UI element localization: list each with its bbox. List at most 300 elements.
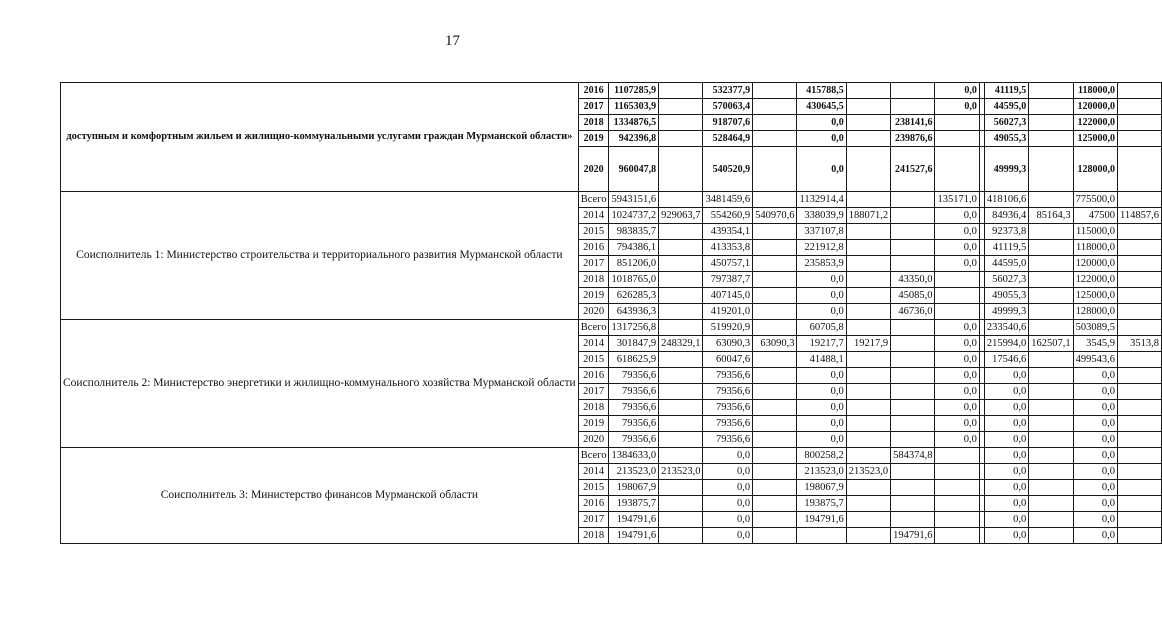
value-cell	[659, 272, 703, 288]
value-cell	[846, 147, 890, 192]
year-cell: 2020	[578, 147, 609, 192]
value-cell	[753, 480, 797, 496]
value-cell	[1029, 400, 1073, 416]
value-cell: 79356,6	[609, 416, 659, 432]
value-cell	[753, 352, 797, 368]
value-cell: 0,0	[703, 496, 753, 512]
value-cell: 56027,3	[984, 272, 1028, 288]
value-cell: 0,0	[1073, 512, 1117, 528]
value-cell	[1117, 384, 1161, 400]
value-cell	[1117, 496, 1161, 512]
year-cell: 2019	[578, 416, 609, 432]
year-cell: 2017	[578, 256, 609, 272]
value-cell	[753, 224, 797, 240]
value-cell: 122000,0	[1073, 272, 1117, 288]
value-cell	[659, 496, 703, 512]
value-cell: 0,0	[797, 400, 846, 416]
value-cell: 301847,9	[609, 336, 659, 352]
year-cell: 2017	[578, 99, 609, 115]
value-cell	[1029, 304, 1073, 320]
value-cell	[935, 480, 979, 496]
value-cell	[891, 320, 935, 336]
value-cell	[1117, 448, 1161, 464]
value-cell	[935, 448, 979, 464]
value-cell	[891, 496, 935, 512]
value-cell: 3513,8	[1117, 336, 1161, 352]
value-cell: 193875,7	[797, 496, 846, 512]
value-cell	[846, 480, 890, 496]
value-cell	[891, 512, 935, 528]
value-cell	[1117, 432, 1161, 448]
value-cell: 41488,1	[797, 352, 846, 368]
value-cell: 0,0	[984, 480, 1028, 496]
value-cell	[891, 352, 935, 368]
value-cell	[753, 320, 797, 336]
table-row	[61, 320, 1162, 336]
value-cell: 540970,6	[753, 208, 797, 224]
value-cell: 960047,8	[609, 147, 659, 192]
value-cell: 213523,0	[659, 464, 703, 480]
value-cell: 194791,6	[609, 512, 659, 528]
value-cell	[891, 224, 935, 240]
year-cell: 2020	[578, 304, 609, 320]
value-cell: 0,0	[703, 528, 753, 544]
value-cell: 618625,9	[609, 352, 659, 368]
value-cell	[891, 432, 935, 448]
value-cell	[659, 83, 703, 99]
value-cell: 0,0	[935, 336, 979, 352]
value-cell: 0,0	[797, 432, 846, 448]
value-cell	[1117, 480, 1161, 496]
value-cell: 0,0	[797, 416, 846, 432]
value-cell	[1117, 224, 1161, 240]
year-cell: 2016	[578, 496, 609, 512]
value-cell	[1117, 256, 1161, 272]
value-cell	[1029, 99, 1073, 115]
value-cell: 118000,0	[1073, 83, 1117, 99]
value-cell	[1117, 115, 1161, 131]
value-cell	[1029, 480, 1073, 496]
value-cell	[846, 304, 890, 320]
value-cell	[846, 131, 890, 147]
value-cell	[846, 432, 890, 448]
value-cell	[846, 528, 890, 544]
value-cell: 0,0	[703, 448, 753, 464]
value-cell: 235853,9	[797, 256, 846, 272]
value-cell: 49055,3	[984, 131, 1028, 147]
value-cell	[753, 512, 797, 528]
value-cell	[753, 288, 797, 304]
value-cell: 46736,0	[891, 304, 935, 320]
value-cell: 79356,6	[609, 368, 659, 384]
value-cell	[1029, 448, 1073, 464]
value-cell: 213523,0	[846, 464, 890, 480]
value-cell: 162507,1	[1029, 336, 1073, 352]
value-cell: 198067,9	[609, 480, 659, 496]
value-cell: 584374,8	[891, 448, 935, 464]
value-cell	[1117, 512, 1161, 528]
value-cell: 194791,6	[609, 528, 659, 544]
value-cell: 439354,1	[703, 224, 753, 240]
value-cell: 0,0	[935, 320, 979, 336]
value-cell	[753, 368, 797, 384]
value-cell: 215994,0	[984, 336, 1028, 352]
value-cell: 0,0	[935, 368, 979, 384]
value-cell	[1029, 352, 1073, 368]
value-cell: 60705,8	[797, 320, 846, 336]
value-cell: 519920,9	[703, 320, 753, 336]
value-cell: 17546,6	[984, 352, 1028, 368]
value-cell: 570063,4	[703, 99, 753, 115]
value-cell: 120000,0	[1073, 256, 1117, 272]
value-cell	[935, 115, 979, 131]
value-cell: 0,0	[984, 400, 1028, 416]
value-cell: 0,0	[1073, 464, 1117, 480]
value-cell	[1117, 240, 1161, 256]
value-cell: 43350,0	[891, 272, 935, 288]
value-cell	[935, 512, 979, 528]
value-cell: 49999,3	[984, 304, 1028, 320]
value-cell: 128000,0	[1073, 304, 1117, 320]
value-cell: 79356,6	[609, 400, 659, 416]
value-cell	[659, 448, 703, 464]
value-cell: 0,0	[935, 224, 979, 240]
value-cell	[935, 288, 979, 304]
year-cell: 2014	[578, 208, 609, 224]
value-cell: 3481459,6	[703, 192, 753, 208]
value-cell	[659, 147, 703, 192]
year-cell: 2019	[578, 288, 609, 304]
value-cell: 1024737,2	[609, 208, 659, 224]
year-cell: 2018	[578, 272, 609, 288]
value-cell: 0,0	[984, 464, 1028, 480]
value-cell: 626285,3	[609, 288, 659, 304]
value-cell	[891, 464, 935, 480]
value-cell	[846, 448, 890, 464]
value-cell	[1029, 528, 1073, 544]
year-cell: 2018	[578, 528, 609, 544]
value-cell: 49999,3	[984, 147, 1028, 192]
value-cell	[753, 528, 797, 544]
value-cell: 0,0	[935, 240, 979, 256]
value-cell: 115000,0	[1073, 224, 1117, 240]
value-cell	[1029, 115, 1073, 131]
value-cell: 0,0	[935, 384, 979, 400]
value-cell	[753, 83, 797, 99]
value-cell: 3545,9	[1073, 336, 1117, 352]
value-cell: 643936,3	[609, 304, 659, 320]
value-cell	[846, 512, 890, 528]
year-cell: 2016	[578, 83, 609, 99]
value-cell	[935, 464, 979, 480]
value-cell: 0,0	[797, 384, 846, 400]
value-cell: 79356,6	[703, 384, 753, 400]
value-cell	[753, 115, 797, 131]
value-cell	[659, 416, 703, 432]
value-cell	[659, 240, 703, 256]
value-cell: 233540,6	[984, 320, 1028, 336]
year-cell: 2015	[578, 352, 609, 368]
value-cell	[659, 131, 703, 147]
value-cell: 0,0	[703, 464, 753, 480]
value-cell: 56027,3	[984, 115, 1028, 131]
value-cell	[1029, 272, 1073, 288]
value-cell: 0,0	[984, 528, 1028, 544]
value-cell: 0,0	[797, 147, 846, 192]
value-cell: 1317256,8	[609, 320, 659, 336]
value-cell: 194791,6	[891, 528, 935, 544]
value-cell	[846, 256, 890, 272]
value-cell: 0,0	[1073, 528, 1117, 544]
value-cell	[753, 464, 797, 480]
value-cell: 79356,6	[609, 432, 659, 448]
value-cell: 942396,8	[609, 131, 659, 147]
value-cell: 540520,9	[703, 147, 753, 192]
value-cell	[891, 192, 935, 208]
value-cell: 241527,6	[891, 147, 935, 192]
value-cell: 0,0	[984, 496, 1028, 512]
value-cell: 1165303,9	[609, 99, 659, 115]
value-cell: 49055,3	[984, 288, 1028, 304]
value-cell: 797387,7	[703, 272, 753, 288]
value-cell: 0,0	[797, 368, 846, 384]
value-cell: 983835,7	[609, 224, 659, 240]
value-cell: 0,0	[797, 304, 846, 320]
value-cell: 532377,9	[703, 83, 753, 99]
value-cell	[1029, 240, 1073, 256]
value-cell	[935, 272, 979, 288]
value-cell	[846, 224, 890, 240]
value-cell	[659, 352, 703, 368]
value-cell	[659, 400, 703, 416]
value-cell: 122000,0	[1073, 115, 1117, 131]
year-cell: 2017	[578, 512, 609, 528]
value-cell: 0,0	[1073, 480, 1117, 496]
year-cell: Всего	[578, 192, 609, 208]
value-cell	[1029, 147, 1073, 192]
value-cell: 120000,0	[1073, 99, 1117, 115]
value-cell	[659, 115, 703, 131]
value-cell	[753, 496, 797, 512]
value-cell: 41119,5	[984, 83, 1028, 99]
executor-cell: доступным и комфортным жильем и жилищно-коммунальными услугами граждан Мурманской области»	[61, 83, 579, 192]
value-cell	[1029, 131, 1073, 147]
value-cell	[846, 99, 890, 115]
value-cell: 407145,0	[703, 288, 753, 304]
value-cell: 85164,3	[1029, 208, 1073, 224]
year-cell: Всего	[578, 448, 609, 464]
value-cell: 430645,5	[797, 99, 846, 115]
year-cell: 2018	[578, 400, 609, 416]
value-cell	[935, 304, 979, 320]
value-cell	[659, 368, 703, 384]
value-cell	[659, 480, 703, 496]
year-cell: 2015	[578, 480, 609, 496]
value-cell: 194791,6	[797, 512, 846, 528]
value-cell	[891, 480, 935, 496]
value-cell: 0,0	[935, 99, 979, 115]
value-cell: 528464,9	[703, 131, 753, 147]
value-cell: 0,0	[1073, 368, 1117, 384]
value-cell	[1029, 512, 1073, 528]
value-cell	[1029, 192, 1073, 208]
value-cell	[753, 256, 797, 272]
year-cell: Всего	[578, 320, 609, 336]
value-cell: 47500	[1073, 208, 1117, 224]
value-cell: 0,0	[1073, 400, 1117, 416]
value-cell: 41119,5	[984, 240, 1028, 256]
value-cell	[797, 528, 846, 544]
value-cell	[1117, 400, 1161, 416]
value-cell	[659, 304, 703, 320]
value-cell: 0,0	[984, 416, 1028, 432]
value-cell: 60047,6	[703, 352, 753, 368]
value-cell: 338039,9	[797, 208, 846, 224]
value-cell: 0,0	[935, 432, 979, 448]
value-cell	[891, 99, 935, 115]
value-cell	[1029, 288, 1073, 304]
value-cell: 0,0	[1073, 384, 1117, 400]
value-cell	[1029, 432, 1073, 448]
value-cell	[846, 496, 890, 512]
value-cell: 0,0	[935, 256, 979, 272]
year-cell: 2014	[578, 336, 609, 352]
value-cell: 188071,2	[846, 208, 890, 224]
value-cell	[935, 496, 979, 512]
value-cell: 0,0	[984, 448, 1028, 464]
value-cell: 125000,0	[1073, 131, 1117, 147]
value-cell	[659, 256, 703, 272]
value-cell: 5943151,6	[609, 192, 659, 208]
value-cell: 63090,3	[753, 336, 797, 352]
value-cell	[891, 336, 935, 352]
table-row	[61, 192, 1162, 208]
value-cell: 554260,9	[703, 208, 753, 224]
value-cell: 0,0	[935, 400, 979, 416]
value-cell: 1107285,9	[609, 83, 659, 99]
value-cell	[846, 240, 890, 256]
value-cell	[846, 320, 890, 336]
value-cell	[846, 352, 890, 368]
value-cell: 0,0	[935, 208, 979, 224]
value-cell: 415788,5	[797, 83, 846, 99]
value-cell	[659, 288, 703, 304]
value-cell: 1132914,4	[797, 192, 846, 208]
value-cell: 851206,0	[609, 256, 659, 272]
value-cell: 79356,6	[703, 416, 753, 432]
value-cell: 0,0	[797, 115, 846, 131]
value-cell: 125000,0	[1073, 288, 1117, 304]
value-cell: 0,0	[1073, 496, 1117, 512]
value-cell	[1117, 304, 1161, 320]
value-cell	[891, 400, 935, 416]
value-cell	[659, 320, 703, 336]
executor-cell: Соисполнитель 2: Министерство энергетики и жилищно-коммунального хозяйства Мурманской области	[61, 320, 579, 448]
value-cell	[1117, 272, 1161, 288]
value-cell: 0,0	[1073, 432, 1117, 448]
value-cell: 0,0	[1073, 448, 1117, 464]
value-cell: 44595,0	[984, 99, 1028, 115]
value-cell: 0,0	[703, 480, 753, 496]
value-cell	[1117, 99, 1161, 115]
value-cell	[935, 147, 979, 192]
value-cell: 128000,0	[1073, 147, 1117, 192]
value-cell	[1117, 416, 1161, 432]
value-cell: 794386,1	[609, 240, 659, 256]
value-cell: 84936,4	[984, 208, 1028, 224]
value-cell	[753, 448, 797, 464]
value-cell	[1029, 464, 1073, 480]
value-cell: 79356,6	[703, 368, 753, 384]
value-cell	[846, 400, 890, 416]
value-cell	[1117, 528, 1161, 544]
value-cell	[891, 208, 935, 224]
value-cell	[891, 384, 935, 400]
value-cell: 413353,8	[703, 240, 753, 256]
value-cell	[753, 192, 797, 208]
value-cell: 0,0	[984, 512, 1028, 528]
value-cell	[753, 416, 797, 432]
value-cell	[846, 384, 890, 400]
year-cell: 2016	[578, 240, 609, 256]
year-cell: 2020	[578, 432, 609, 448]
value-cell	[659, 224, 703, 240]
value-cell: 419201,0	[703, 304, 753, 320]
value-cell: 800258,2	[797, 448, 846, 464]
value-cell: 79356,6	[609, 384, 659, 400]
value-cell	[1029, 368, 1073, 384]
value-cell	[659, 432, 703, 448]
value-cell	[1117, 368, 1161, 384]
budget-table	[60, 82, 1162, 544]
value-cell	[846, 115, 890, 131]
value-cell: 198067,9	[797, 480, 846, 496]
value-cell	[1029, 496, 1073, 512]
value-cell	[1029, 224, 1073, 240]
value-cell: 114857,6	[1117, 208, 1161, 224]
value-cell: 499543,6	[1073, 352, 1117, 368]
value-cell: 0,0	[797, 288, 846, 304]
value-cell: 19217,9	[846, 336, 890, 352]
value-cell: 0,0	[797, 131, 846, 147]
value-cell	[753, 147, 797, 192]
value-cell	[1117, 83, 1161, 99]
year-cell: 2018	[578, 115, 609, 131]
value-cell: 213523,0	[797, 464, 846, 480]
value-cell: 450757,1	[703, 256, 753, 272]
value-cell	[846, 368, 890, 384]
value-cell	[753, 304, 797, 320]
value-cell: 0,0	[703, 512, 753, 528]
value-cell	[753, 240, 797, 256]
year-cell: 2014	[578, 464, 609, 480]
value-cell	[753, 432, 797, 448]
value-cell: 19217,7	[797, 336, 846, 352]
value-cell	[753, 99, 797, 115]
value-cell	[659, 192, 703, 208]
value-cell	[1117, 288, 1161, 304]
value-cell: 1384633,0	[609, 448, 659, 464]
value-cell	[1117, 464, 1161, 480]
table-row	[61, 448, 1162, 464]
year-cell: 2015	[578, 224, 609, 240]
value-cell	[1117, 320, 1161, 336]
value-cell: 79356,6	[703, 432, 753, 448]
value-cell	[753, 384, 797, 400]
page-number: 17	[445, 33, 460, 49]
value-cell	[891, 83, 935, 99]
value-cell: 135171,0	[935, 192, 979, 208]
